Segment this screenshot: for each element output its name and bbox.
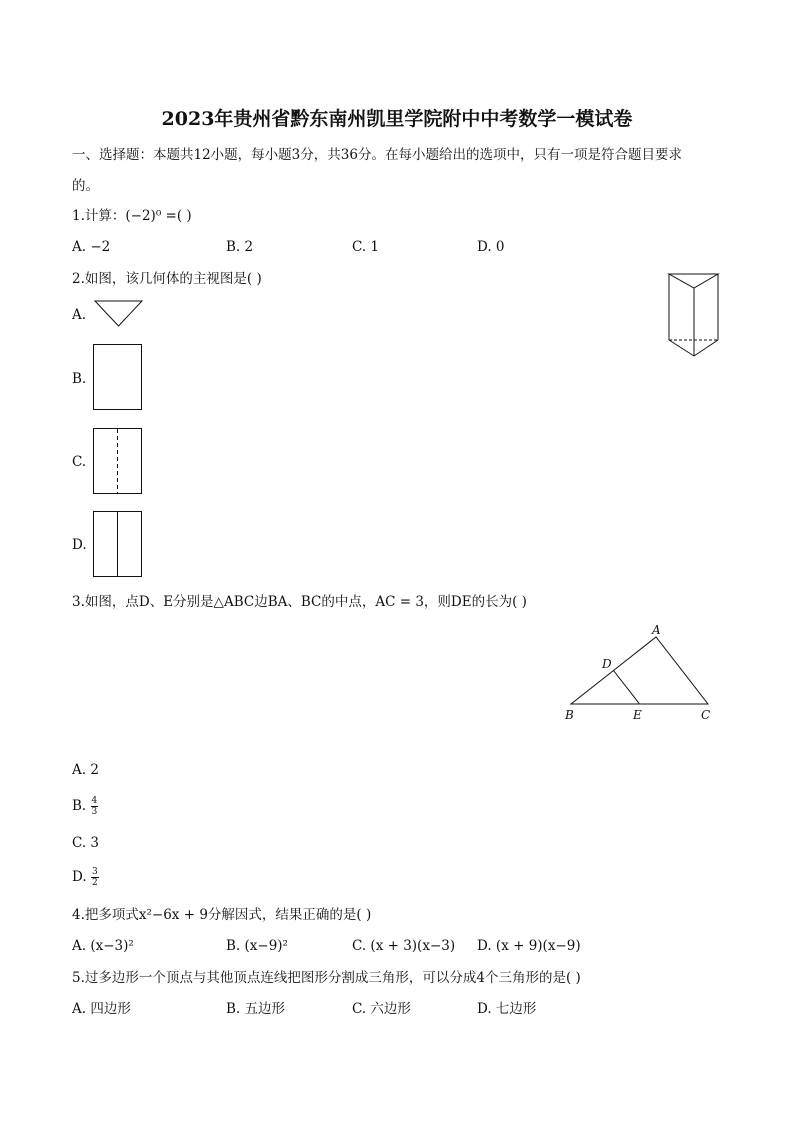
question-5-stem: 5.过多边形一个顶点与其他顶点连线把图形分割成三角形，可以分成4个三角形的是( ) [72, 970, 581, 986]
question-4-option-d: D. (x + 9)(x−9) [477, 938, 581, 954]
question-1-option-d: D. 0 [477, 239, 505, 255]
question-1-option-b: B. 2 [226, 239, 254, 255]
question-2-option-b-label: B. [72, 371, 87, 387]
question-4-stem: 4.把多项式x²−6x + 9分解因式，结果正确的是( ) [72, 907, 372, 923]
question-1-option-a: A. −2 [72, 239, 111, 255]
fraction-denominator: 2 [91, 878, 98, 888]
question-2-option-c-label: C. [72, 454, 87, 470]
figure-label-e: E [633, 708, 642, 722]
question-2-stem: 2.如图，该几何体的主视图是( ) [72, 271, 262, 287]
fraction-numerator: 4 [91, 796, 98, 806]
figure-label-d: D [602, 657, 612, 671]
question-3-option-d-fraction [91, 867, 99, 888]
question-2-option-d-rectangle-solid [93, 511, 143, 578]
question-5-option-b: B. 五边形 [226, 1001, 286, 1017]
section-header-line2: 的。 [72, 178, 99, 194]
question-3-option-c: C. 3 [72, 835, 100, 851]
figure-label-a: A [652, 623, 661, 637]
question-3-option-d-label: D. [72, 869, 87, 885]
fraction-denominator: 3 [91, 807, 98, 817]
fraction-numerator: 3 [91, 867, 98, 877]
question-2-option-c-rectangle-dashed [93, 428, 143, 495]
question-3-stem: 3.如图，点D、E分别是△ABC边BA、BC的中点，AC = 3，则DE的长为( ) [72, 594, 527, 610]
question-3-option-a: A. 2 [72, 762, 99, 778]
page-title: 2023年贵州省黔东南州凯里学院附中中考数学一模试卷 [161, 108, 633, 130]
question-1-stem: 1.计算：(−2)⁰ =( ) [72, 208, 192, 224]
question-5-option-a: A. 四边形 [72, 1001, 131, 1017]
question-5-option-c: C. 六边形 [352, 1001, 411, 1017]
question-3-option-b-label: B. [72, 798, 87, 814]
question-4-option-b: B. (x−9)² [226, 938, 288, 954]
question-2-option-a-label: A. [72, 307, 87, 323]
question-3-triangle-figure [560, 622, 720, 726]
question-2-option-a-triangle [94, 300, 144, 328]
question-2-option-d-label: D. [72, 537, 87, 553]
question-2-option-b-rectangle [93, 344, 143, 411]
question-2-solid-figure [668, 272, 720, 360]
question-3-option-b-fraction [91, 796, 99, 817]
figure-label-b: B [565, 708, 574, 722]
question-3-option-b [72, 796, 98, 817]
figure-label-c: C [701, 708, 711, 722]
question-5-option-d: D. 七边形 [477, 1001, 537, 1017]
question-4-option-c: C. (x + 3)(x−3) [352, 938, 456, 954]
question-1-option-c: C. 1 [352, 239, 380, 255]
question-3-option-d [72, 867, 99, 888]
section-header-line1: 一、选择题：本题共12小题，每小题3分，共36分。在每小题给出的选项中，只有一项是符合题目要求 [72, 147, 682, 163]
question-4-option-a: A. (x−3)² [72, 938, 134, 954]
